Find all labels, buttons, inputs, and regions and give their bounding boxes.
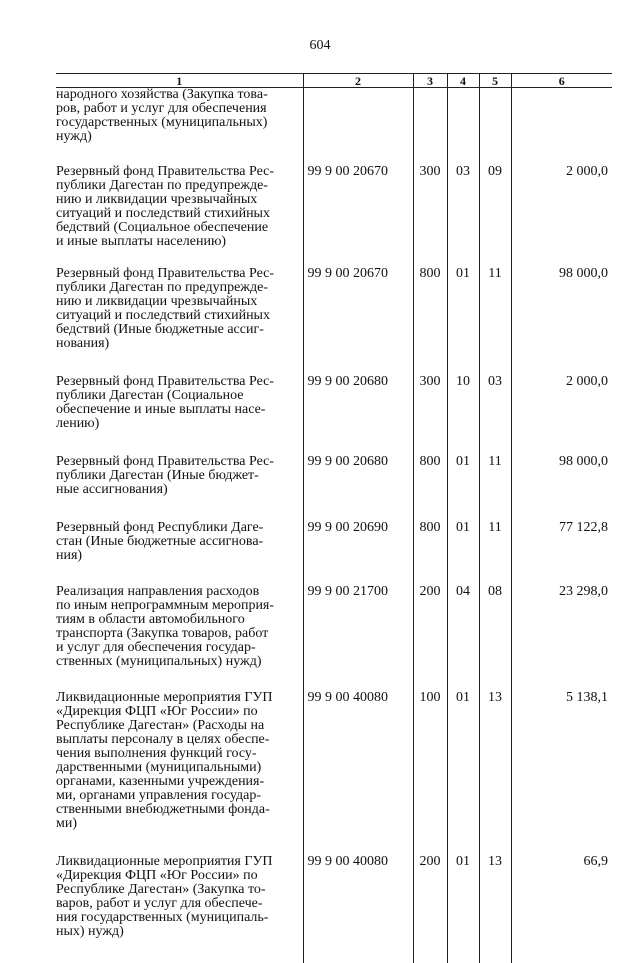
description-line: ные ассигнования) xyxy=(56,483,303,497)
column-header-6: 6 xyxy=(511,74,612,88)
row-section: 01 xyxy=(447,521,479,585)
description-line: бедствий (Иные бюджетные ассиг- xyxy=(56,323,303,337)
row-subsection: 03 xyxy=(479,375,511,455)
description-line: обеспечение и иные выплаты насе- xyxy=(56,403,303,417)
description-line: ров, работ и услуг для обеспечения xyxy=(56,102,303,116)
description-line: публики Дагестан по предупрежде- xyxy=(56,281,303,295)
description-line: и услуг для обеспечения государ- xyxy=(56,641,303,655)
description-line: ственными внебюджетными фонда- xyxy=(56,803,303,817)
row-section: 01 xyxy=(447,855,479,963)
column-header-3: 3 xyxy=(413,74,447,88)
row-subsection: 11 xyxy=(479,521,511,585)
row-description xyxy=(56,521,303,585)
description-line: «Дирекция ФЦП «Юг России» по xyxy=(56,869,303,883)
budget-table xyxy=(56,73,612,963)
description-line: Резервный фонд Правительства Рес- xyxy=(56,375,303,389)
description-line: Ликвидационные мероприятия ГУП xyxy=(56,855,303,869)
description-line: ситуаций и последствий стихийных xyxy=(56,309,303,323)
description-line: нию и ликвидации чрезвычайных xyxy=(56,193,303,207)
row-description xyxy=(56,267,303,375)
description-line: нужд) xyxy=(56,130,303,144)
row-subsection: 09 xyxy=(479,165,511,267)
description-line: по иным непрограммным мероприя- xyxy=(56,599,303,613)
row-amount: 2 000,0 xyxy=(511,375,612,455)
row-description xyxy=(56,691,303,855)
row-expense-type: 300 xyxy=(413,165,447,267)
description-line: выплаты персоналу в целях обеспе- xyxy=(56,733,303,747)
row-amount: 23 298,0 xyxy=(511,585,612,691)
description-line: «Дирекция ФЦП «Юг России» по xyxy=(56,705,303,719)
row-code: 99 9 00 21700 xyxy=(303,585,413,691)
row-expense-type: 300 xyxy=(413,375,447,455)
row-amount: 66,9 xyxy=(511,855,612,963)
row-section: 01 xyxy=(447,691,479,855)
description-line: Резервный фонд Правительства Рес- xyxy=(56,455,303,469)
description-line: органами, казенными учреждения- xyxy=(56,775,303,789)
column-header-4: 4 xyxy=(447,74,479,88)
row-description xyxy=(56,165,303,267)
row-expense-type: 200 xyxy=(413,855,447,963)
row-description xyxy=(56,375,303,455)
row-section xyxy=(447,88,479,166)
row-description xyxy=(56,88,303,166)
description-line: публики Дагестан (Иные бюджет- xyxy=(56,469,303,483)
page-number: 604 xyxy=(0,38,640,54)
row-code: 99 9 00 40080 xyxy=(303,855,413,963)
description-line: транспорта (Закупка товаров, работ xyxy=(56,627,303,641)
row-code: 99 9 00 20670 xyxy=(303,165,413,267)
row-subsection: 13 xyxy=(479,855,511,963)
description-line: Реализация направления расходов xyxy=(56,585,303,599)
row-description xyxy=(56,455,303,521)
row-section: 10 xyxy=(447,375,479,455)
description-line: Республике Дагестан» (Закупка то- xyxy=(56,883,303,897)
description-line: публики Дагестан (Социальное xyxy=(56,389,303,403)
description-line: ситуаций и последствий стихийных xyxy=(56,207,303,221)
row-expense-type xyxy=(413,88,447,166)
description-line: Резервный фонд Республики Даге- xyxy=(56,521,303,535)
description-line: публики Дагестан по предупрежде- xyxy=(56,179,303,193)
row-subsection xyxy=(479,88,511,166)
row-section: 03 xyxy=(447,165,479,267)
table-row xyxy=(56,455,612,521)
description-line: ния) xyxy=(56,549,303,563)
row-description xyxy=(56,585,303,691)
row-expense-type: 800 xyxy=(413,521,447,585)
description-line: варов, работ и услуг для обеспече- xyxy=(56,897,303,911)
table-row xyxy=(56,267,612,375)
table-row xyxy=(56,88,612,166)
description-line: народного хозяйства (Закупка това- xyxy=(56,88,303,102)
table-row xyxy=(56,375,612,455)
row-amount: 5 138,1 xyxy=(511,691,612,855)
table-header-row xyxy=(56,74,612,88)
row-section: 01 xyxy=(447,455,479,521)
table-row xyxy=(56,585,612,691)
row-amount: 77 122,8 xyxy=(511,521,612,585)
row-description xyxy=(56,855,303,963)
description-line: и иные выплаты населению) xyxy=(56,235,303,249)
table-row xyxy=(56,855,612,963)
description-line: дарственными (муниципальными) xyxy=(56,761,303,775)
row-code: 99 9 00 20680 xyxy=(303,455,413,521)
description-line: стан (Иные бюджетные ассигнова- xyxy=(56,535,303,549)
row-expense-type: 800 xyxy=(413,267,447,375)
row-amount xyxy=(511,88,612,166)
table-row xyxy=(56,165,612,267)
row-code: 99 9 00 40080 xyxy=(303,691,413,855)
column-header-5: 5 xyxy=(479,74,511,88)
column-header-2: 2 xyxy=(303,74,413,88)
row-code: 99 9 00 20680 xyxy=(303,375,413,455)
row-subsection: 11 xyxy=(479,455,511,521)
description-line: Резервный фонд Правительства Рес- xyxy=(56,267,303,281)
row-expense-type: 800 xyxy=(413,455,447,521)
table-row xyxy=(56,521,612,585)
row-code: 99 9 00 20690 xyxy=(303,521,413,585)
row-code: 99 9 00 20670 xyxy=(303,267,413,375)
description-line: нию и ликвидации чрезвычайных xyxy=(56,295,303,309)
description-line: бедствий (Социальное обеспечение xyxy=(56,221,303,235)
row-amount: 98 000,0 xyxy=(511,267,612,375)
row-section: 01 xyxy=(447,267,479,375)
description-line: Резервный фонд Правительства Рес- xyxy=(56,165,303,179)
description-line: лению) xyxy=(56,417,303,431)
description-line: государственных (муниципальных) xyxy=(56,116,303,130)
table-body xyxy=(56,88,612,963)
row-subsection: 13 xyxy=(479,691,511,855)
row-expense-type: 100 xyxy=(413,691,447,855)
column-header-1: 1 xyxy=(56,74,303,88)
description-line: ных) нужд) xyxy=(56,925,303,939)
table-row xyxy=(56,691,612,855)
description-line: ми, органами управления государ- xyxy=(56,789,303,803)
description-line: нования) xyxy=(56,337,303,351)
row-section: 04 xyxy=(447,585,479,691)
description-line: Ликвидационные мероприятия ГУП xyxy=(56,691,303,705)
row-subsection: 08 xyxy=(479,585,511,691)
row-amount: 2 000,0 xyxy=(511,165,612,267)
row-code xyxy=(303,88,413,166)
description-line: ственных (муниципальных) нужд) xyxy=(56,655,303,669)
description-line: чения выполнения функций госу- xyxy=(56,747,303,761)
description-line: ми) xyxy=(56,817,303,831)
description-line: тиям в области автомобильного xyxy=(56,613,303,627)
row-amount: 98 000,0 xyxy=(511,455,612,521)
description-line: Республике Дагестан» (Расходы на xyxy=(56,719,303,733)
row-subsection: 11 xyxy=(479,267,511,375)
description-line: ния государственных (муниципаль- xyxy=(56,911,303,925)
row-expense-type: 200 xyxy=(413,585,447,691)
